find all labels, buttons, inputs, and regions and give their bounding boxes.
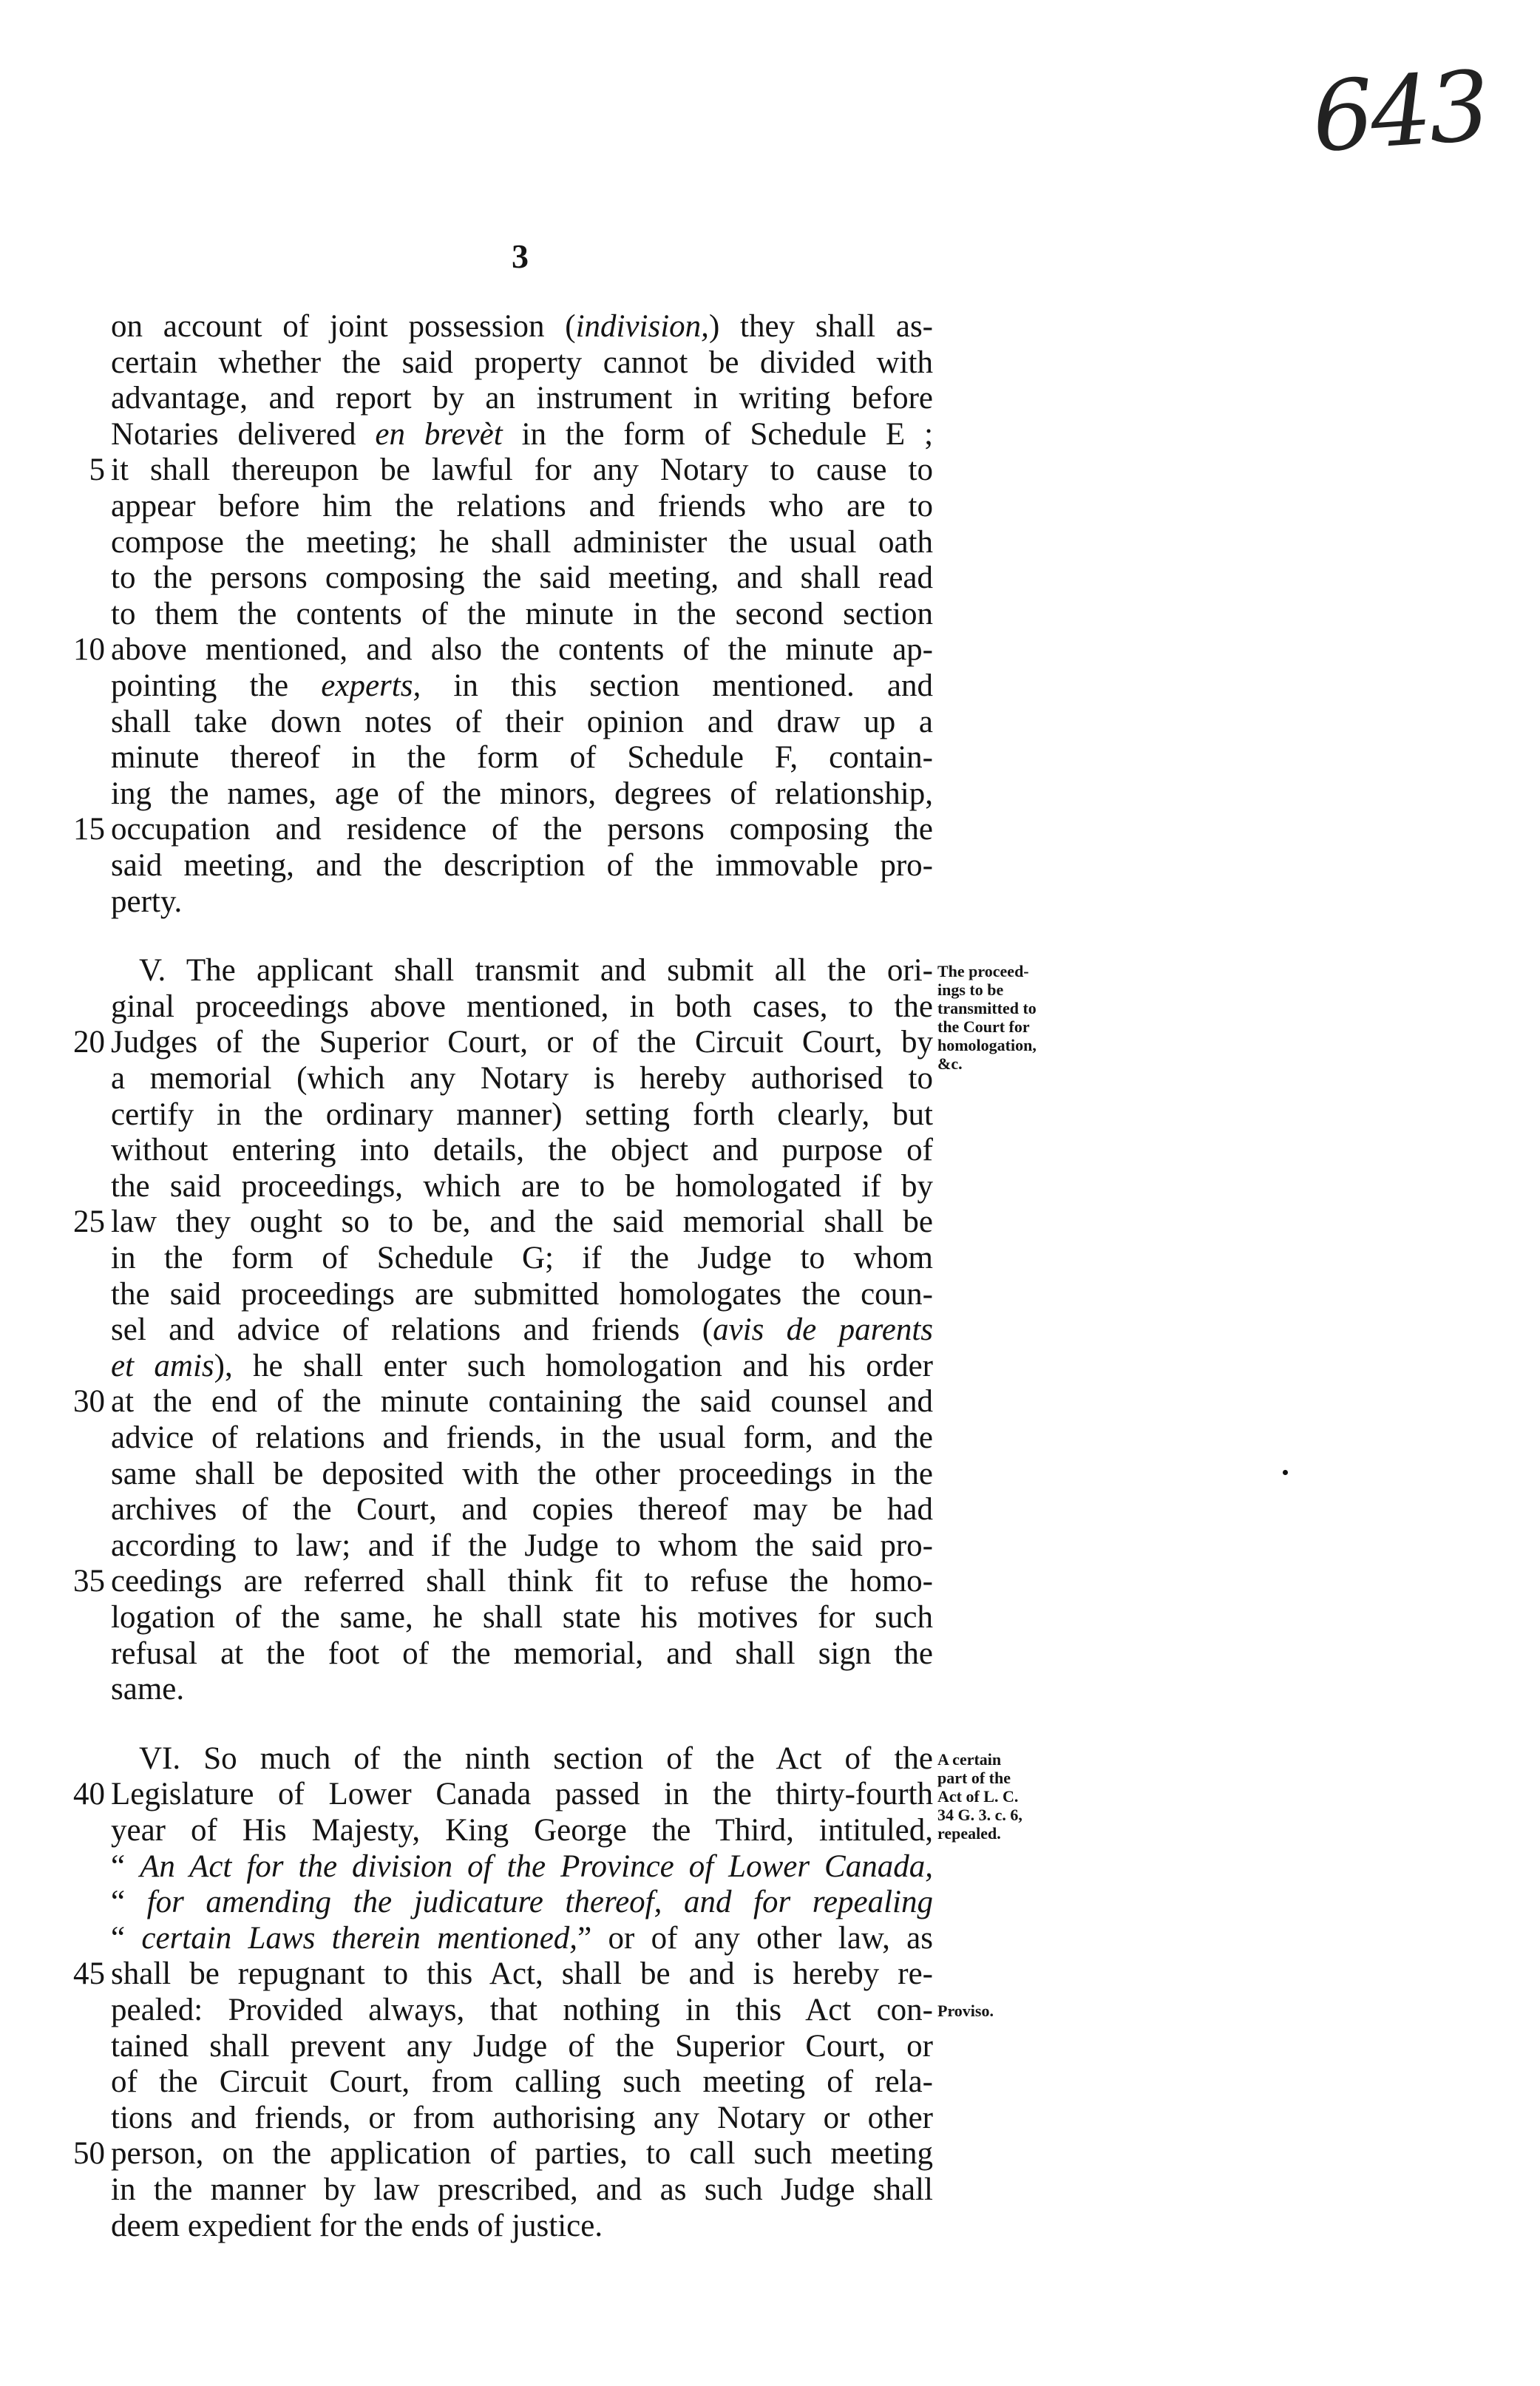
line-number: 40 bbox=[73, 1777, 105, 1812]
line-text: minute thereof in the form of Schedule F, contain- bbox=[111, 740, 933, 776]
line-italic-text: for amending the judicature thereof, and for repealing bbox=[146, 1885, 933, 1920]
margin-note bbox=[937, 962, 1100, 1073]
text-line bbox=[111, 740, 933, 776]
text-line bbox=[111, 597, 933, 632]
text-line bbox=[111, 560, 933, 596]
line-text: tained shall prevent any Judge of the Superior Court, or bbox=[111, 2028, 933, 2064]
text-line bbox=[111, 1241, 933, 1276]
text-line bbox=[111, 1492, 933, 1528]
line-text: deem expedient for the ends of justice. bbox=[111, 2208, 603, 2243]
line-text: perty. bbox=[111, 884, 183, 919]
line-text: “ bbox=[111, 1920, 142, 1956]
line-text: a memorial (which any Notary is hereby authorised to bbox=[111, 1061, 933, 1096]
text-line bbox=[111, 1133, 933, 1168]
margin-note bbox=[937, 1750, 1100, 1843]
line-text: it shall thereupon be lawful for any Notary to cause to bbox=[111, 453, 933, 488]
line-number: 50 bbox=[73, 2136, 105, 2172]
line-text: the said proceedings, which are to be homologated if by bbox=[111, 1168, 933, 1204]
margin-note bbox=[937, 2002, 1100, 2020]
margin-note-line: repealed. bbox=[937, 1823, 1001, 1843]
text-line bbox=[111, 1384, 933, 1420]
text-line bbox=[111, 848, 933, 884]
margin-note-line: 34 G. 3. c. 6, bbox=[937, 1805, 1022, 1824]
text-line bbox=[111, 1564, 933, 1599]
text-line bbox=[111, 1777, 933, 1812]
line-text: advantage, and report by an instrument in writing before bbox=[111, 381, 933, 416]
line-italic-text: An Act for the division of the Province of Lower Canada, bbox=[140, 1848, 933, 1884]
margin-note-line: transmitted to bbox=[937, 999, 1037, 1018]
line-number: 15 bbox=[73, 812, 105, 847]
line-text: Judges of the Superior Court, or of the Circuit Court, by bbox=[111, 1025, 933, 1060]
line-text: VI. So much of the ninth section of the Act of the bbox=[139, 1741, 933, 1776]
text-line bbox=[139, 1741, 933, 1777]
text-line bbox=[111, 489, 933, 524]
line-text-after: in the form of Schedule E ; bbox=[502, 416, 934, 452]
text-line bbox=[111, 309, 933, 345]
text-line bbox=[111, 453, 933, 488]
line-number: 20 bbox=[73, 1025, 105, 1060]
line-text: on account of joint possession ( bbox=[111, 309, 576, 344]
page-number: 3 bbox=[512, 237, 529, 275]
text-line bbox=[111, 1420, 933, 1456]
ink-speck bbox=[1283, 1470, 1288, 1475]
text-line bbox=[111, 1169, 933, 1204]
text-line bbox=[111, 1956, 933, 1992]
line-italic-text: en brevèt bbox=[375, 416, 503, 452]
line-italic-text: experts, bbox=[321, 668, 421, 703]
text-line bbox=[111, 1061, 933, 1097]
text-line bbox=[111, 2172, 933, 2208]
text-line bbox=[111, 1672, 933, 1707]
line-italic-text: indivision, bbox=[575, 309, 709, 344]
line-text: occupation and residence of the persons composing the bbox=[111, 812, 933, 847]
line-text: logation of the same, he shall state his motives for such bbox=[111, 1600, 933, 1635]
line-text: certify in the ordinary manner) setting forth clearly, but bbox=[111, 1097, 933, 1132]
text-line bbox=[111, 705, 933, 740]
line-text: Legislature of Lower Canada passed in the thirty-fourth bbox=[111, 1777, 933, 1812]
line-text: “ bbox=[111, 1848, 140, 1884]
handwritten-folio-number: 643 bbox=[1308, 49, 1491, 174]
line-text: advice of relations and friends, in the usual form, and the bbox=[111, 1420, 933, 1455]
line-text: refusal at the foot of the memorial, and shall sign the bbox=[111, 1636, 933, 1671]
line-text: ginal proceedings above mentioned, in both cases, to the bbox=[111, 989, 933, 1024]
line-number: 35 bbox=[73, 1564, 105, 1599]
line-text: shall be repugnant to this Act, shall be and is hereby re- bbox=[111, 1956, 933, 1992]
line-text: shall take down notes of their opinion and draw up a bbox=[111, 704, 933, 739]
text-line bbox=[111, 989, 933, 1025]
text-line bbox=[111, 1277, 933, 1312]
line-number: 10 bbox=[73, 632, 105, 668]
line-text: at the end of the minute containing the said counsel and bbox=[111, 1384, 933, 1420]
text-line bbox=[111, 417, 933, 453]
text-line bbox=[111, 1813, 933, 1848]
text-line bbox=[111, 1885, 933, 1920]
line-text-after: ) they shall as- bbox=[708, 309, 933, 344]
line-text: ing the names, age of the minors, degrees of relationship, bbox=[111, 776, 933, 811]
margin-note-line: The proceed- bbox=[937, 962, 1029, 981]
text-line bbox=[111, 1993, 933, 2028]
line-text: Notaries delivered bbox=[111, 416, 376, 452]
text-line bbox=[111, 668, 933, 704]
text-line bbox=[111, 381, 933, 416]
text-line bbox=[111, 812, 933, 847]
text-line bbox=[111, 2029, 933, 2064]
text-line bbox=[111, 1600, 933, 1636]
text-line bbox=[111, 1097, 933, 1133]
text-line bbox=[111, 1457, 933, 1492]
line-number: 30 bbox=[73, 1384, 105, 1420]
line-text: “ bbox=[111, 1885, 147, 1920]
line-text: person, on the application of parties, to call such meeting bbox=[111, 2136, 933, 2172]
line-number: 5 bbox=[89, 453, 105, 488]
line-text: appear before him the relations and friends who are to bbox=[111, 489, 933, 523]
line-text: pointing the bbox=[111, 668, 322, 703]
text-line bbox=[111, 525, 933, 560]
line-text: archives of the Court, and copies thereof may be had bbox=[111, 1492, 933, 1528]
line-number: 45 bbox=[73, 1956, 105, 1992]
line-text: year of His Majesty, King George the Third, intituled, bbox=[111, 1813, 933, 1848]
line-italic-text: certain Laws therein mentioned, bbox=[141, 1920, 578, 1956]
margin-note-line: &c. bbox=[937, 1054, 963, 1074]
line-text: to the persons composing the said meeting, and shall read bbox=[111, 560, 933, 596]
line-text-after: ), he shall enter such homologation and his order bbox=[214, 1348, 933, 1383]
text-line bbox=[111, 1849, 933, 1885]
line-text: V. The applicant shall transmit and submit all the ori- bbox=[139, 953, 933, 989]
text-line bbox=[111, 2209, 933, 2244]
text-line bbox=[111, 2064, 933, 2100]
text-line bbox=[111, 1636, 933, 1672]
text-line bbox=[111, 776, 933, 812]
line-text: the said proceedings are submitted homologates the coun- bbox=[111, 1276, 933, 1312]
line-text: tions and friends, or from authorising any Notary or other bbox=[111, 2100, 933, 2135]
line-text: ceedings are referred shall think fit to refuse the homo- bbox=[111, 1564, 933, 1599]
line-text: certain whether the said property cannot be divided with bbox=[111, 345, 933, 380]
margin-note-line: A certain bbox=[937, 1749, 1002, 1769]
margin-note-line: part of the bbox=[937, 1768, 1011, 1787]
text-line bbox=[139, 953, 933, 989]
text-line bbox=[111, 1025, 933, 1060]
line-text-after: ” or of any other law, as bbox=[577, 1920, 933, 1956]
line-text: without entering into details, the object and purpose of bbox=[111, 1133, 933, 1168]
text-line bbox=[111, 1204, 933, 1240]
text-line bbox=[111, 1921, 933, 1956]
text-line bbox=[111, 2136, 933, 2172]
line-text: above mentioned, and also the contents of the minute ap- bbox=[111, 632, 933, 668]
line-number: 25 bbox=[73, 1204, 105, 1240]
text-line bbox=[111, 1349, 933, 1384]
line-text-after: in this section mentioned. and bbox=[421, 668, 933, 703]
text-line bbox=[111, 632, 933, 668]
text-line bbox=[111, 2101, 933, 2136]
line-text: said meeting, and the description of the immovable pro- bbox=[111, 848, 933, 883]
margin-note-line: the Court for bbox=[937, 1017, 1030, 1037]
text-line bbox=[111, 1312, 933, 1348]
text-line bbox=[111, 345, 933, 381]
margin-note-line: Act of L. C. bbox=[937, 1786, 1019, 1806]
line-text: in the form of Schedule G; if the Judge to whom bbox=[111, 1241, 933, 1275]
line-text: compose the meeting; he shall administer the usual oath bbox=[111, 524, 933, 560]
text-line bbox=[111, 884, 933, 920]
line-text: same shall be deposited with the other proceedings in the bbox=[111, 1456, 933, 1491]
line-text: to them the contents of the minute in the second section bbox=[111, 596, 933, 631]
line-italic-text: avis de parents bbox=[713, 1312, 933, 1348]
text-line bbox=[111, 1528, 933, 1564]
line-text: pealed: Provided always, that nothing in this Act con- bbox=[111, 1993, 933, 2027]
line-text: sel and advice of relations and friends ( bbox=[111, 1312, 713, 1348]
margin-note-line: ings to be bbox=[937, 980, 1004, 1000]
line-text: same. bbox=[111, 1672, 185, 1707]
line-text: according to law; and if the Judge to whom the said pro- bbox=[111, 1528, 933, 1563]
line-text: law they ought so to be, and the said memorial shall be bbox=[111, 1204, 933, 1240]
line-text: of the Circuit Court, from calling such meeting of rela- bbox=[111, 2064, 933, 2100]
line-italic-text: et amis bbox=[111, 1348, 214, 1383]
margin-note-line: homologation, bbox=[937, 1036, 1037, 1055]
margin-note-line: Proviso. bbox=[937, 2002, 994, 2020]
line-text: in the manner by law prescribed, and as such Judge shall bbox=[111, 2172, 933, 2207]
